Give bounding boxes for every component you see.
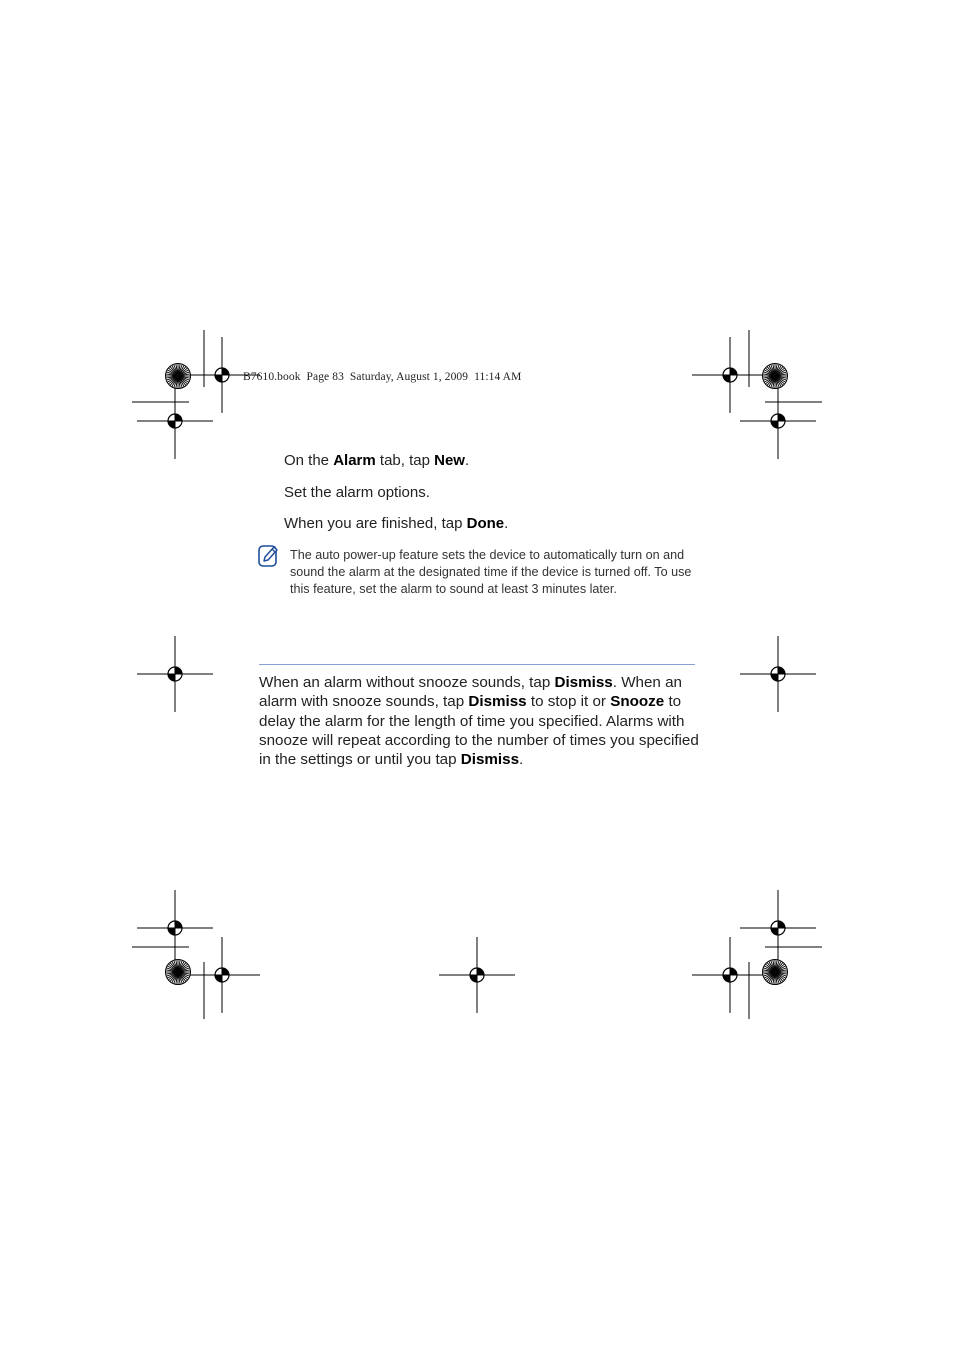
dismiss-label: Dismiss [554, 674, 613, 691]
step-1: On the Alarm tab, tap New. [284, 452, 470, 469]
print-slug-header: B7610.book Page 83 Saturday, August 1, 2009 11:14 AM [243, 371, 522, 383]
note-text: The auto power-up feature sets the device to automatically turn on and sound the alarm at the designated time if the device is turned off. To use this feature, set the alarm to sound at least 3 minutes later. [290, 548, 692, 596]
snooze-label: Snooze [610, 693, 665, 711]
section-divider [259, 664, 695, 665]
new-button-label: New [434, 452, 465, 469]
done-button-label: Done [466, 515, 505, 532]
dismiss-label: Dismiss [468, 693, 527, 711]
step-2: Set the alarm options. [284, 484, 430, 501]
dismiss-label: Dismiss [460, 751, 520, 769]
step-3: When you are finished, tap Done. [284, 515, 509, 532]
snooze-paragraph: When an alarm without snooze sounds, tap Dismiss. When an alarm with snooze sounds, tap Dismiss to stop it or Snooze to delay the alarm for the length of time you specified. Alarms with snooze will repeat according to the number of times you specified in the settings or until you tap Dismiss. [259, 674, 699, 769]
note-pencil-icon [258, 544, 280, 568]
alarm-tab-label: Alarm [333, 452, 376, 469]
